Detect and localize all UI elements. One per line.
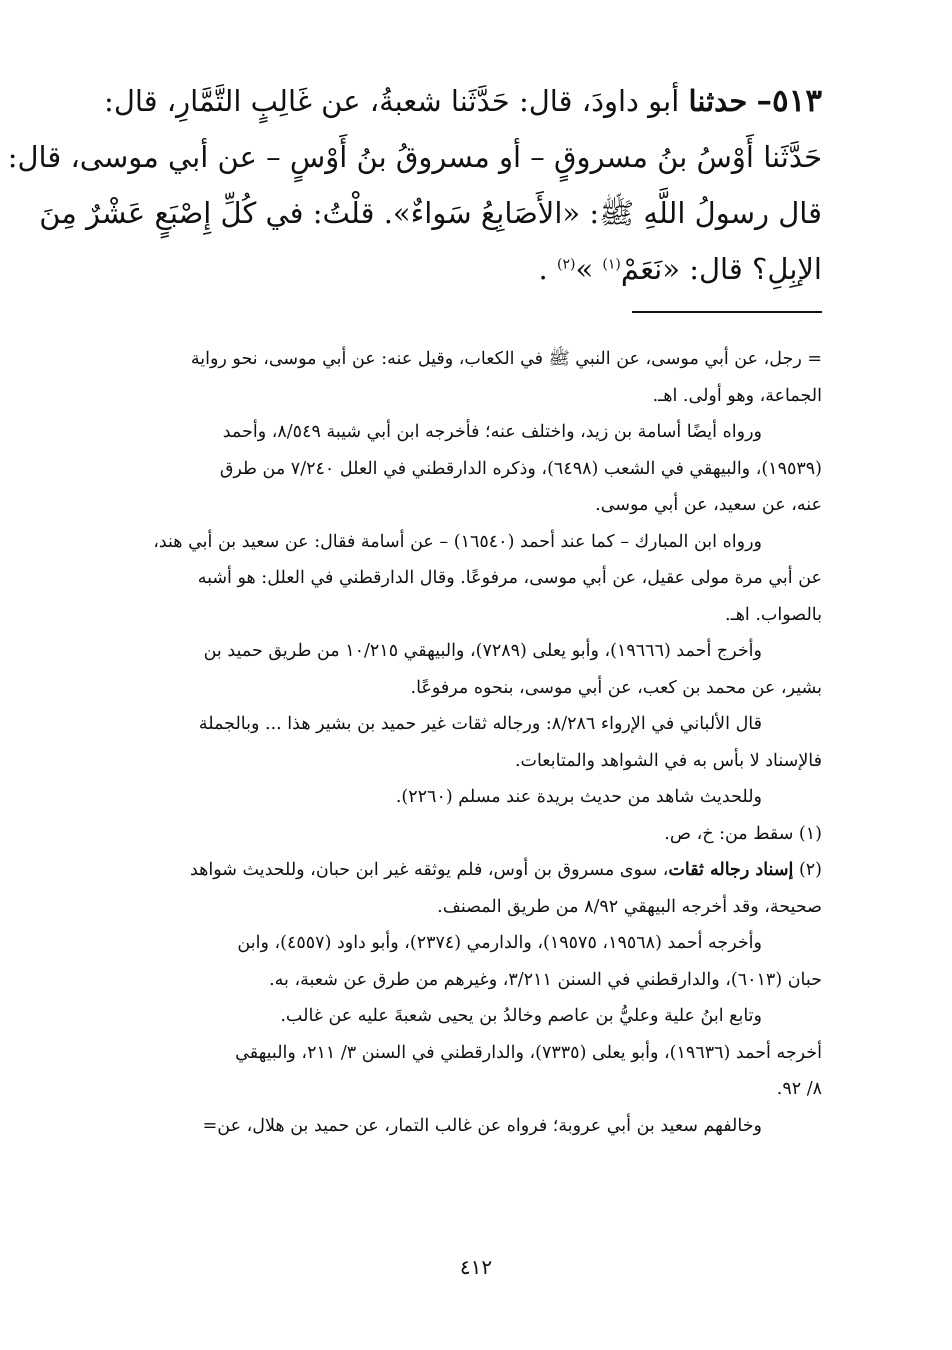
footnote-line: ورواه ابن المبارك – كما عند أحمد (١٦٥٤٠) – عن أسامة فقال: عن سعيد بن أبي هند،	[153, 531, 762, 552]
footnote-line: أخرجه أحمد (١٩٦٣٦)، وأبو يعلى (٧٣٣٥)، والدارقطني في السنن ٣/ ٢١١، والبيهقي	[235, 1042, 822, 1063]
footnote-line: عن أبي مرة مولى عقيل، عن أبي موسى، مرفوعًا. وقال الدارقطني في العلل: هو أشبه	[197, 568, 822, 588]
footnote-line: = رجل، عن أبي موسى، عن النبي ﷺ في الكعاب، وقيل عنه: عن أبي موسى، نحو رواية	[190, 349, 822, 369]
hadith-line	[110, 242, 822, 298]
footnote-1: (١) سقط من: خ، ص.	[664, 823, 822, 844]
footnote-line: صحيحة، وقد أخرجه البيهقي ٨/٩٢ من طريق المصنف.	[437, 896, 822, 917]
hadith-line: حَدَّثَنا أَوْسُ بنُ مسروقٍ – أو مسروقُ بنُ أَوْسٍ – عن أبي موسى، قال:	[7, 140, 822, 174]
footnote-2-bold-phrase: إسناد رجاله ثقات	[668, 860, 794, 880]
footnote-divider	[632, 311, 822, 313]
footnote-line: وأخرج أحمد (١٩٦٦٦)، وأبو يعلى (٧٢٨٩)، والبيهقي ١٠/٢١٥ من طريق حميد بن	[203, 641, 762, 661]
footnote-2-text: ، سوى مسروق بن أوس، فلم يوثقه غير ابن حبان، وللحديث شواهد	[189, 860, 669, 880]
footnote-line: فالإسناد لا بأس به في الشواهد والمتابعات.	[514, 750, 822, 771]
footnote-line: ورواه أيضًا أسامة بن زيد، واختلف عنه؛ فأخرجه ابن أبي شيبة ٨/٥٤٩، وأحمد	[222, 422, 762, 442]
hadith-line-text: .	[538, 252, 548, 286]
footnote-line: الجماعة، وهو أولى. اهـ.	[652, 385, 822, 406]
footnote-line: (١٩٥٣٩)، والبيهقي في الشعب (٦٤٩٨)، وذكره الدارقطني في العلل ٧/٢٤٠ من طرق	[219, 458, 822, 479]
hadith-number: ٥١٣–	[756, 83, 822, 119]
footnote-line: وتابع ابنُ علية وعليُّ بن عاصم وخالدُ بن يحيى شعبةَ عليه عن غالب.	[280, 1006, 762, 1026]
hadith-line-text: أبو داودَ، قال: حَدَّثَنا شعبةُ، عن غَالِبٍ التَّمَّارِ، قال:	[104, 84, 680, 118]
hadith-line: قال رسولُ اللَّهِ ﷺ: «الأَصَابِعُ سَواءٌ». قلْتُ: في كُلِّ إِصْبَعٍ عَشْرٌ مِنَ	[39, 196, 822, 230]
footnote-line: حبان (٦٠١٣)، والدارقطني في السنن ٣/٢١١، وغيرهم من طرق عن شعبة، به.	[269, 969, 822, 990]
footnote-line: قال الألباني في الإرواء ٨/٢٨٦: ورجاله ثقات غير حميد بن بشير هذا ... وبالجملة	[198, 714, 762, 734]
footnote-ref-2[interactable]: (٢)	[556, 256, 576, 273]
footnote-line: وللحديث شاهد من حديث بريدة عند مسلم (٢٢٦٠).	[395, 787, 762, 807]
hadith-line	[104, 74, 822, 130]
footnote-ref-1[interactable]: (١)	[602, 256, 621, 273]
footnote-line: وخالفهم سعيد بن أبي عروبة؛ فرواه عن غالب التمار، عن حميد بن هلال، عن=	[202, 1115, 762, 1136]
footnote-line: بشير، عن محمد بن كعب، عن أبي موسى، بنحوه مرفوعًا.	[410, 677, 822, 698]
footnote-line: بالصواب. اهـ.	[725, 604, 822, 625]
page-number: ٤١٢	[459, 1255, 493, 1279]
footnotes	[110, 341, 822, 1144]
footnote-2-number: (٢)	[798, 860, 822, 880]
footnote-line: ٨/ ٩٢.	[776, 1079, 822, 1099]
hadith-lead-word: حدثنا	[688, 84, 748, 118]
hadith-line-text: الإبِلِ؟ قال: «نَعَمْ	[620, 252, 822, 286]
footnote-2	[110, 852, 822, 889]
footnote-line: وأخرجه أحمد (١٩٥٦٨، ١٩٥٧٥)، والدارمي (٢٣٧٤)، وأبو داود (٤٥٥٧)، وابن	[237, 933, 762, 953]
footnote-line: عنه، عن سعيد، عن أبي موسى.	[595, 495, 822, 515]
hadith-text	[7, 74, 822, 298]
hadith-line-text: »	[575, 252, 594, 286]
